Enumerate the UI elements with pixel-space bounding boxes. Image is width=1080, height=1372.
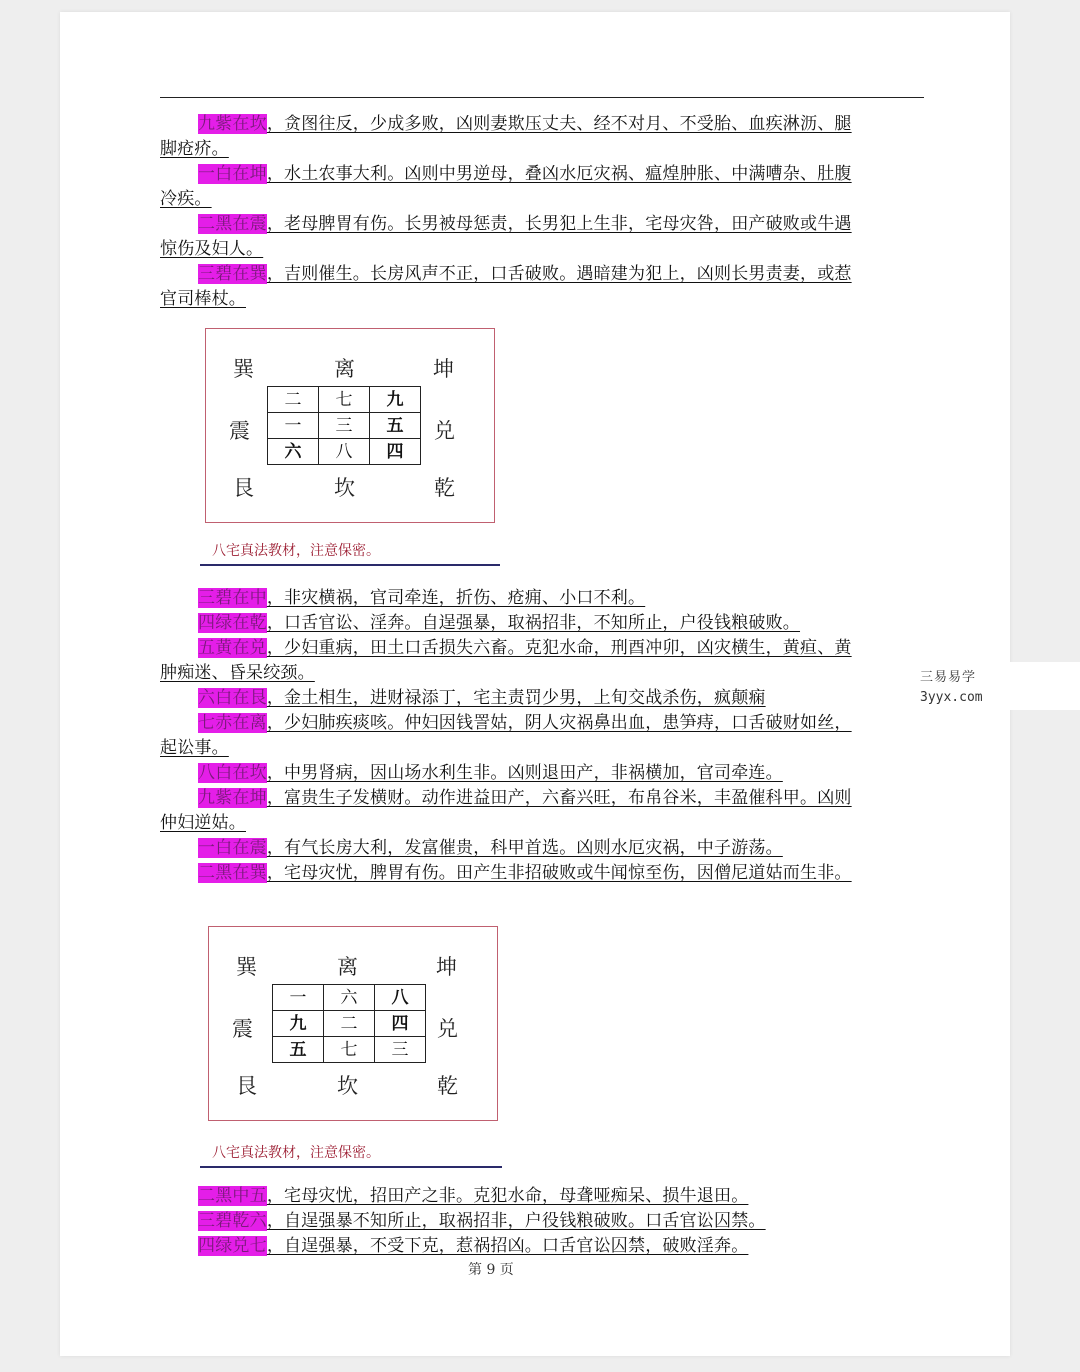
paragraph-text: ，富贵生子发横财。动作进益田产，六畜兴旺，布帛谷米，丰盈催科甲。凶则 — [266, 788, 852, 808]
paragraph-continuation: 仲妇逆姑。 — [160, 813, 246, 833]
direction-label-gen: 艮 — [236, 1074, 257, 1098]
grid-cell: 九 — [370, 387, 421, 413]
page-number: 第 9 页 — [468, 1262, 514, 1278]
paragraph-text: ，水土农事大利。凶则中男逆母，叠凶水厄灾祸、瘟煌肿胀、中满嘈杂、肚腹 — [266, 164, 852, 184]
watermark-text: 三易易学 — [920, 670, 977, 685]
highlighted-term: 九紫在坤 — [198, 788, 267, 808]
highlighted-term: 八白在坎 — [198, 763, 267, 783]
paragraph-continuation: 冷疾。 — [160, 189, 212, 209]
paragraph — [160, 761, 924, 786]
grid-cell: 六 — [268, 439, 319, 465]
direction-label-qian: 乾 — [434, 476, 455, 500]
paragraph — [160, 586, 924, 611]
watermark-box — [1010, 662, 1080, 710]
caption-underline — [200, 564, 500, 566]
highlighted-term: 九紫在坎 — [198, 114, 267, 134]
direction-label-kun: 坤 — [436, 955, 457, 979]
star-grid — [267, 386, 421, 465]
paragraph — [160, 1209, 924, 1234]
grid-cell: 二 — [268, 387, 319, 413]
grid-cell: 六 — [324, 985, 375, 1011]
highlighted-term: 三碧在巽 — [198, 264, 267, 284]
paragraph-text: ，金土相生，进财禄添丁，宅主责罚少男，上旬交战杀伤，疯颠痫 — [266, 688, 766, 708]
paragraph — [160, 611, 924, 636]
paragraph — [160, 861, 924, 886]
star-grid — [272, 984, 426, 1063]
paragraph — [160, 262, 924, 312]
paragraph-continuation: 惊伤及妇人。 — [160, 239, 264, 259]
paragraph — [160, 836, 924, 861]
paragraph-text: ，吉则催生。长房风声不正，口舌破败。遇暗建为犯上，凶则长男责妻，或惹 — [266, 264, 852, 284]
grid-cell: 三 — [375, 1037, 426, 1063]
paragraph-continuation: 脚疮疥。 — [160, 139, 229, 159]
highlighted-term: 五黄在兑 — [198, 638, 267, 658]
highlighted-term: 四绿在乾 — [198, 613, 267, 633]
paragraph — [160, 212, 924, 262]
direction-label-xun: 巽 — [236, 955, 257, 979]
highlighted-term: 六白在艮 — [198, 688, 267, 708]
direction-label-xun: 巽 — [233, 357, 254, 381]
grid-cell: 一 — [268, 413, 319, 439]
direction-label-dui: 兑 — [434, 419, 455, 443]
paragraph — [160, 711, 924, 761]
watermark-url: 3yyx.com — [920, 690, 983, 705]
grid-cell: 四 — [375, 1011, 426, 1037]
document-page — [60, 12, 1010, 1356]
grid-cell: 五 — [370, 413, 421, 439]
grid-cell: 二 — [324, 1011, 375, 1037]
highlighted-term: 二黑在震 — [198, 214, 267, 234]
paragraph — [160, 1234, 924, 1259]
highlighted-term: 二黑在巽 — [198, 863, 267, 883]
paragraph-text: ，口舌官讼、淫奔。自逞强暴，取祸招非，不知所止，户役钱粮破败。 — [266, 613, 801, 633]
paragraph-text: ，贪图往反，少成多败，凶则妻欺压丈夫、经不对月、不受胎、血疾淋沥、腿 — [266, 114, 852, 134]
highlighted-term: 七赤在离 — [198, 713, 267, 733]
grid-cell: 四 — [370, 439, 421, 465]
grid-cell: 五 — [273, 1037, 324, 1063]
paragraph-text: ，老母脾胃有伤。长男被母惩责，长男犯上生非，宅母灾咎，田产破败或牛遇 — [266, 214, 852, 234]
paragraph — [160, 636, 924, 686]
highlighted-term: 一白在坤 — [198, 164, 267, 184]
paragraph — [160, 686, 924, 711]
caption-underline — [200, 1166, 502, 1168]
grid-cell: 七 — [324, 1037, 375, 1063]
paragraph-text: ，有气长房大利，发富催贵，科甲首选。凶则水厄灾祸，中子游荡。 — [266, 838, 783, 858]
direction-label-gen: 艮 — [233, 476, 254, 500]
flying-star-diagram — [205, 328, 495, 523]
header-rule — [160, 97, 924, 98]
paragraph-text: ，少妇肺疾痰咳。仲妇因钱詈姑，阴人灾祸鼻出血，患笋痔，口舌破财如丝， — [266, 713, 852, 733]
direction-label-kun: 坤 — [433, 357, 454, 381]
paragraph — [160, 1184, 924, 1209]
direction-label-zhen: 震 — [232, 1017, 253, 1041]
paragraph-continuation: 起讼事。 — [160, 738, 229, 758]
direction-label-li: 离 — [337, 955, 358, 979]
grid-cell: 八 — [319, 439, 370, 465]
paragraph-text: ，宅母灾忧，招田产之非。克犯水命，母聋哑痴呆、损牛退田。 — [266, 1186, 749, 1206]
highlighted-term: 一白在震 — [198, 838, 267, 858]
direction-label-qian: 乾 — [437, 1074, 458, 1098]
direction-label-kan: 坎 — [337, 1074, 358, 1098]
grid-cell: 九 — [273, 1011, 324, 1037]
paragraph — [160, 112, 924, 162]
paragraph — [160, 162, 924, 212]
grid-cell: 三 — [319, 413, 370, 439]
highlighted-term: 四绿兑七 — [198, 1236, 267, 1256]
paragraph-text: ，自逞强暴不知所止，取祸招非，户役钱粮破败。口舌官讼囚禁。 — [266, 1211, 766, 1231]
paragraph-text: ，少妇重病，田土口舌损失六畜。克犯水命，刑酉冲卯，凶灾横生，黄疸、黄 — [266, 638, 852, 658]
paragraph-text: ，自逞强暴，不受下克，惹祸招凶。口舌官讼囚禁，破败淫奔。 — [266, 1236, 749, 1256]
flying-star-diagram — [208, 926, 498, 1121]
paragraph — [160, 786, 924, 836]
highlighted-term: 三碧乾六 — [198, 1211, 267, 1231]
direction-label-dui: 兑 — [437, 1017, 458, 1041]
diagram-caption: 八宅真法教材，注意保密。 — [212, 543, 380, 559]
grid-cell: 一 — [273, 985, 324, 1011]
diagram-caption: 八宅真法教材，注意保密。 — [212, 1145, 380, 1161]
paragraph-text: ，中男肾病，因山场水利生非。凶则退田产，非祸横加，官司牵连。 — [266, 763, 783, 783]
direction-label-zhen: 震 — [229, 419, 250, 443]
paragraph-text: ，非灾横祸，官司牵连，折伤、疮痈、小口不利。 — [266, 588, 646, 608]
highlighted-term: 二黑中五 — [198, 1186, 267, 1206]
grid-cell: 八 — [375, 985, 426, 1011]
direction-label-kan: 坎 — [334, 476, 355, 500]
direction-label-li: 离 — [334, 357, 355, 381]
paragraph-continuation: 肿痴迷、昏呆绞颈。 — [160, 663, 315, 683]
paragraph-text: ，宅母灾忧，脾胃有伤。田产生非招破败或牛闻惊至伤，因僧尼道姑而生非。 — [266, 863, 852, 883]
paragraph-continuation: 官司棒杖。 — [160, 289, 246, 309]
grid-cell: 七 — [319, 387, 370, 413]
highlighted-term: 三碧在中 — [198, 588, 267, 608]
